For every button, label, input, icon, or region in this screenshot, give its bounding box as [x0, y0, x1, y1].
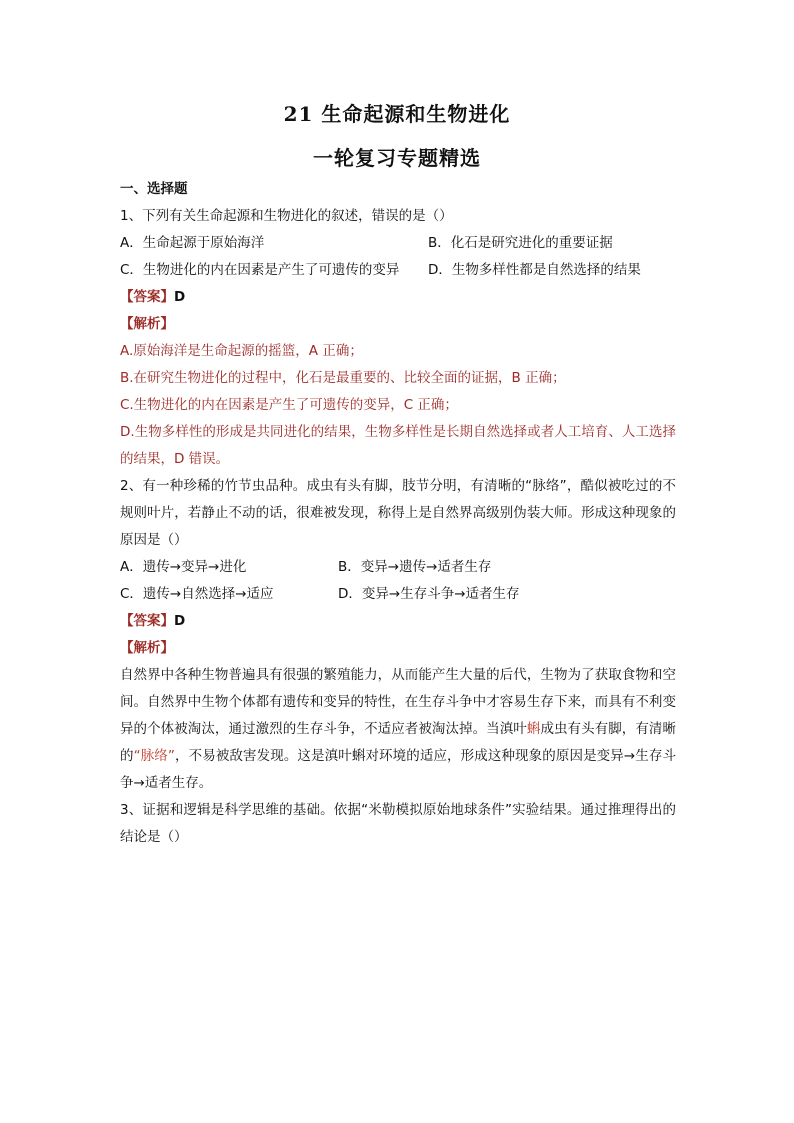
- question-2-options-row-2: [120, 581, 676, 608]
- section-title: 一、选择题: [120, 181, 188, 197]
- answer-tag: 【答案】: [120, 613, 174, 629]
- document-title: 21 生命起源和生物进化: [283, 102, 511, 126]
- question-1-options-row-1: [120, 230, 676, 257]
- answer-tag: 【答案】: [120, 289, 174, 305]
- document-subtitle: 一轮复习专题精选: [313, 146, 481, 170]
- highlighted-char: 蝌: [526, 721, 541, 737]
- question-3-stem: 3、证据和逻辑是科学思维的基础。依据“米勒模拟原始地球条件”实验结果。通过推理得出的结论是（）: [120, 802, 676, 845]
- question-1-analysis-a: A.原始海洋是生命起源的摇篮，A 正确；: [120, 343, 363, 359]
- analysis-text-2: 成虫有头有脚，有清晰的: [120, 721, 676, 764]
- question-1-analysis-d: D.生物多样性的形成是共同进化的结果，生物多样性是长期自然选择或者人工培育、人工选择的结果，D 错误。: [120, 424, 676, 467]
- question-2-option-a: A．遗传→变异→进化: [120, 559, 247, 575]
- question-1-option-d: D．生物多样性都是自然选择的结果: [428, 262, 641, 278]
- question-1-option-a: A．生命起源于原始海洋: [120, 235, 265, 251]
- question-2-analysis: [120, 662, 676, 797]
- question-2-options-row-1: [120, 554, 676, 581]
- document-body: [120, 176, 676, 851]
- question-2-option-b: B．变异→遗传→适者生存: [338, 559, 492, 575]
- highlighted-term: “脉络”: [133, 748, 175, 764]
- question-2-stem: 2、有一种珍稀的竹节虫品种。成虫有头有脚，肢节分明，有清晰的“脉络”，酷似被吃过的不规则叶片，若静止不动的话，很难被发现，称得上是自然界高级别伪装大师。形成这种现象的原因是（）: [120, 478, 676, 548]
- question-2-option-d: D．变异→生存斗争→适者生存: [338, 586, 520, 602]
- analysis-text-3: ，不易被敌害发现。这是滇叶蝌对环境的适应，形成这种现象的原因是变异→生存斗争→适者生存。: [120, 748, 676, 791]
- answer-value: D: [174, 289, 186, 305]
- question-2-analysis-tag: 【解析】: [120, 640, 174, 656]
- question-1-answer: [120, 284, 676, 311]
- question-1-analysis-b: B.在研究生物进化的过程中，化石是最重要的、比较全面的证据，B 正确；: [120, 370, 566, 386]
- question-1-stem: 1、下列有关生命起源和生物进化的叙述，错误的是（）: [120, 208, 453, 224]
- question-1-analysis-tag: 【解析】: [120, 316, 174, 332]
- question-1-option-b: B．化石是研究进化的重要证据: [428, 235, 613, 251]
- answer-value: D: [174, 613, 186, 629]
- question-2-option-c: C．遗传→自然选择→适应: [120, 586, 274, 602]
- question-2-answer: [120, 608, 676, 635]
- analysis-text-1: 自然界中各种生物普遍具有很强的繁殖能力，从而能产生大量的后代，生物为了获取食物和空间。自然界中生物个体都有遗传和变异的特性，在生存斗争中才容易生存下来，而具有不利变异的个体被淘汰，通过激烈的生存斗争，不适应者被淘汰掉。当滇叶: [120, 667, 676, 737]
- question-1-option-c: C．生物进化的内在因素是产生了可遗传的变异: [120, 262, 400, 278]
- question-1-options-row-2: [120, 257, 676, 284]
- question-1-analysis-c: C.生物进化的内在因素是产生了可遗传的变异，C 正确；: [120, 397, 458, 413]
